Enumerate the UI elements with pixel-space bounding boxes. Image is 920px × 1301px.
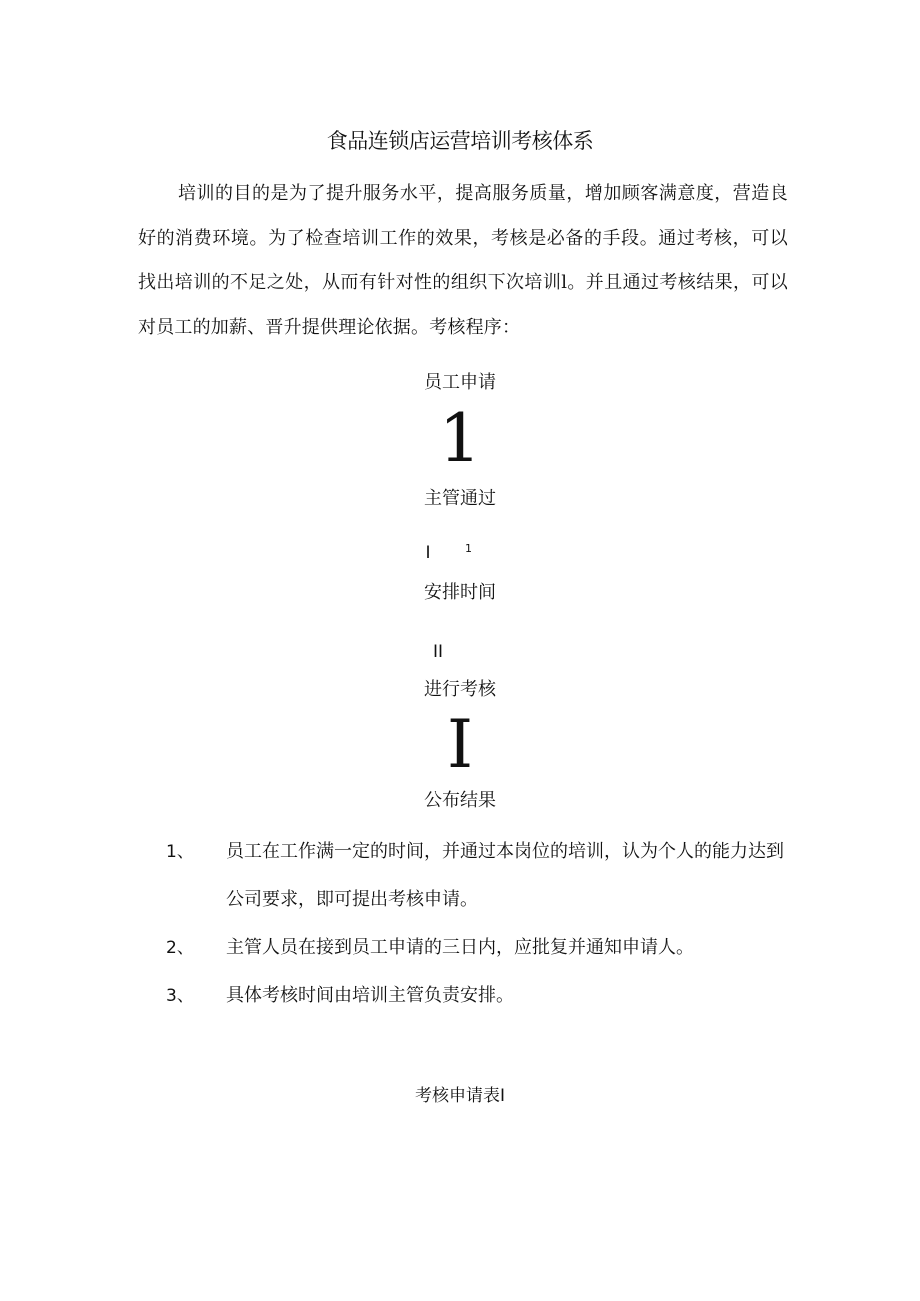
flow-arrow-2-mark: I <box>425 543 431 563</box>
flow-step-schedule: 安排时间 <box>424 582 496 603</box>
rule-item-1 <box>166 828 796 924</box>
flow-step-approve: 主管通过 <box>424 488 496 509</box>
rule-number: 2、 <box>166 938 194 958</box>
rule-number: 3、 <box>166 986 194 1006</box>
application-form-title: 考核申请表I <box>414 1086 505 1106</box>
flow-step-assess: 进行考核 <box>424 679 496 700</box>
rules-list <box>166 828 796 1020</box>
flow-arrow-1: 1 <box>439 400 481 477</box>
flow-arrow-2-note: 1 <box>465 542 473 555</box>
rule-item-2 <box>166 924 796 972</box>
intro-paragraph: 培训的目的是为了提升服务水平，提高服务质量，增加顾客满意度，营造良好的消费环境。为了检查培训工作的效果，考核是必备的手段。通过考核，可以找出培训的不足之处，从而有针对性的组织下次培训l。并且通过考核结果，可以对员工的加薪、晋升提供理论依据。考核程序： <box>138 183 788 338</box>
rule-text: 员工在工作满一定的时间，并通过本岗位的培训，认为个人的能力达到公司要求，即可提出考核申请。 <box>226 841 784 910</box>
flow-step-publish: 公布结果 <box>424 790 496 811</box>
rule-number: 1、 <box>166 842 194 862</box>
flow-arrow-4: I <box>446 706 474 783</box>
rule-item-3 <box>166 972 796 1020</box>
flow-step-apply: 员工申请 <box>424 372 496 393</box>
rule-text: 具体考核时间由培训主管负责安排。 <box>226 985 514 1006</box>
flow-arrow-2 <box>0 541 920 565</box>
flow-arrow-3: II <box>432 642 444 662</box>
rule-text: 主管人员在接到员工申请的三日内，应批复并通知申请人。 <box>226 937 694 958</box>
page-title: 食品连锁店运营培训考核体系 <box>326 129 594 153</box>
